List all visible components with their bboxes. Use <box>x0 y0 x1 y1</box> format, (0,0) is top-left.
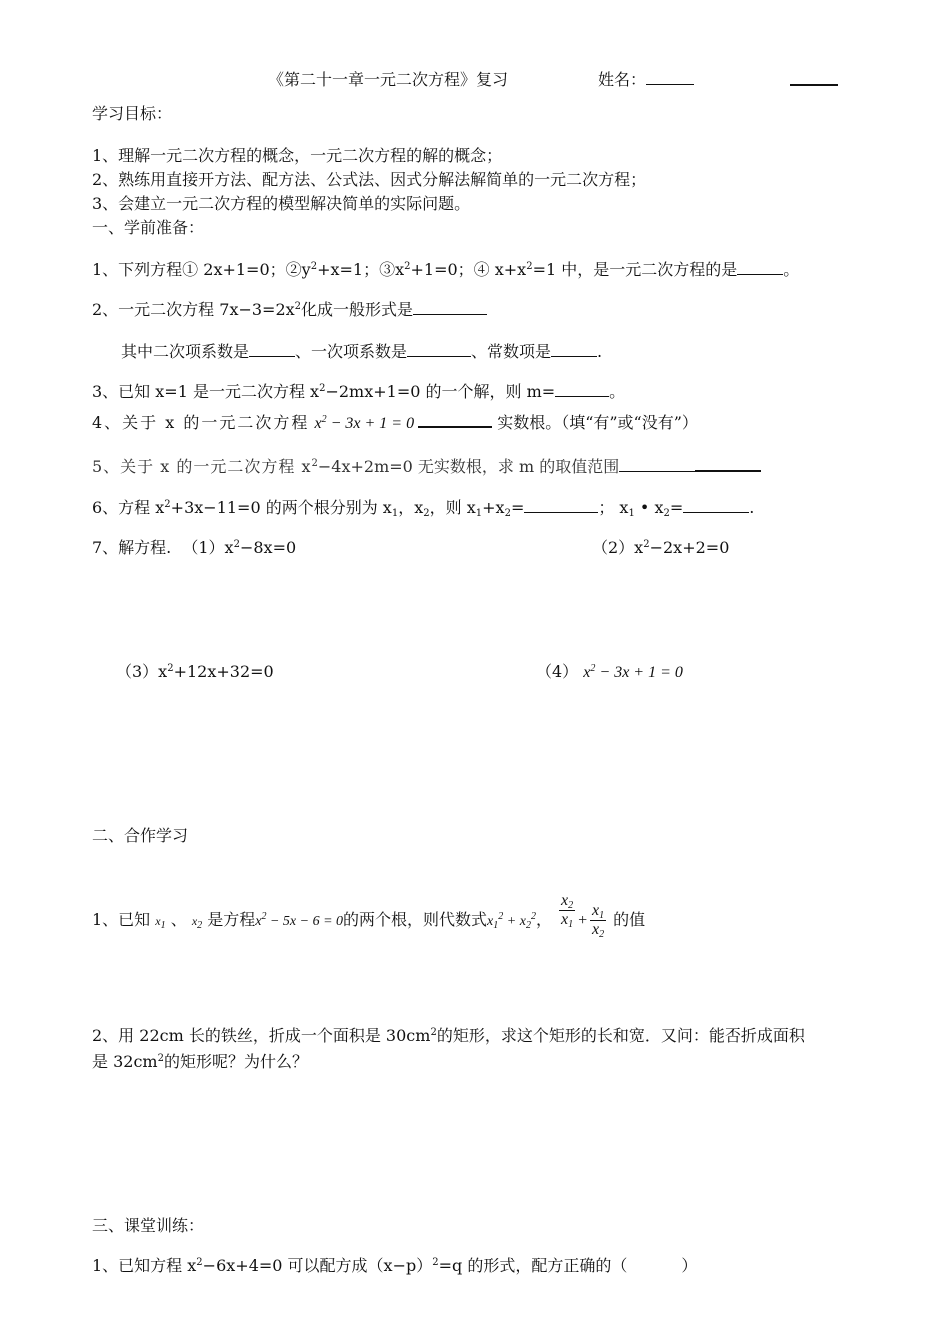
extra-blank <box>790 70 838 91</box>
m-range-blank-2[interactable] <box>695 456 761 472</box>
name-label: 姓名： <box>598 70 647 89</box>
objective-3: 3、会建立一元二次方程的模型解决简单的实际问题。 <box>92 194 471 213</box>
s1-question-7-part-3: $(3)x^2+12x+32=0$ <box>116 662 274 681</box>
sum-of-roots-blank[interactable] <box>524 498 598 513</box>
title-text: 《第二十一章一元二次方程》复习 <box>268 70 509 89</box>
section2-heading: 二、合作学习 <box>92 826 189 845</box>
s3-question-1: 1、已知方程 $x^2-6x+4=0$ 可以配方成$(x-p)^2=q$ 的形式，配方正确的（ ） <box>92 1256 698 1275</box>
product-of-roots-blank[interactable] <box>683 498 749 513</box>
s1-question-6: 6、方程 $x^2+3x-11=0$ 的两个根分别为 $x_1$，$x_2$，则 $x_1+x_2=$ ； $x_1$ • $x_2=$ . <box>92 498 755 519</box>
s1-question-1: 1、下列方程① 2x+1=0；$②y^2+x=1$；$③x^2+1=0$；④ $x+x^2=1$ 中，是一元二次方程的是 。 <box>92 260 800 279</box>
m-value-blank[interactable] <box>555 382 609 397</box>
linear-coefficient-blank[interactable] <box>407 342 471 357</box>
section3-heading: 三、课堂训练： <box>92 1216 205 1235</box>
answer-blank[interactable] <box>737 260 783 275</box>
s1-question-5: 5、关于 x 的一元二次方程 $x^2-4x+2m=0$ 无实数根，求 m 的取值范围 <box>92 456 761 477</box>
name-field <box>598 70 694 90</box>
objective-1: 1、理解一元二次方程的概念，一元二次方程的解的概念； <box>92 146 503 165</box>
fraction: $\frac{x_1}{x_2}$ <box>591 902 605 940</box>
general-form-blank[interactable] <box>413 300 487 315</box>
s1-question-7-part-4: （4） $x^2 - 3x + 1 = 0$ <box>536 662 683 681</box>
quadratic-coefficient-blank[interactable] <box>249 342 295 357</box>
name-blank[interactable] <box>646 70 694 85</box>
constant-term-blank[interactable] <box>551 342 597 357</box>
s1-question-4: 4、关于 x 的一元二次方程 $x^2 - 3x + 1 = 0$ 实数根。（填“有”或“没有”） <box>92 413 698 432</box>
s2-question-2-continued: 是 $32cm^2$的矩形呢？为什么？ <box>92 1052 308 1071</box>
s1-question-7: 7、解方程. $(1)x^2-8x=0$ <box>92 538 297 557</box>
equation: $x^2 - 3x + 1 = 0$ <box>314 414 415 432</box>
s1-question-7-part-2: $(2)x^2-2x+2=0$ <box>592 538 730 557</box>
expression: $x_1^2 + x_2^2$ <box>487 911 536 931</box>
s1-question-2: 2、一元二次方程 $7x-3=2x^2$化成一般形式是 <box>92 300 487 320</box>
objectives-heading: 学习目标： <box>92 104 173 123</box>
m-range-blank[interactable] <box>619 457 695 472</box>
equation: $x^2 - 5x - 6 = 0$ <box>255 911 344 929</box>
s2-question-2: 2、用 22cm 长的铁丝，折成一个面积是 $30cm^2$的矩形，求这个矩形的长和宽．又问：能否折成面积 <box>92 1026 805 1045</box>
page-title <box>268 70 508 90</box>
section1-heading: 一、学前准备： <box>92 218 205 237</box>
roots-blank[interactable] <box>418 412 492 428</box>
equation: $x^2 - 3x + 1 = 0$ <box>583 663 683 681</box>
objective-2: 2、熟练用直接开方法、配方法、公式法、因式分解法解简单的一元二次方程； <box>92 170 647 189</box>
x2-symbol: $x_2$ <box>191 914 203 931</box>
class-blank[interactable] <box>790 70 838 86</box>
s1-question-3: 3、已知 x=1 是一元二次方程 $x^2-2mx+1=0$ 的一个解，则 m= 。 <box>92 382 626 401</box>
x1-symbol: $x_1$ <box>155 914 166 931</box>
fraction: $\frac{x_2}{x_1}$ <box>561 892 574 930</box>
s1-question-2-coefficients: 其中二次项系数是 、一次项系数是 、常数项是 . <box>121 342 603 361</box>
s2-question-1: 1、已知 $x_1$ 、 $x_2$ 是方程$x^2 - 5x - 6 = 0$的两个根，则代数式$x_1^2 + x_2^2$， $\frac{x_2}{x_1}$ + $\frac{x_1}{x_2}$ 的值 <box>92 892 646 940</box>
